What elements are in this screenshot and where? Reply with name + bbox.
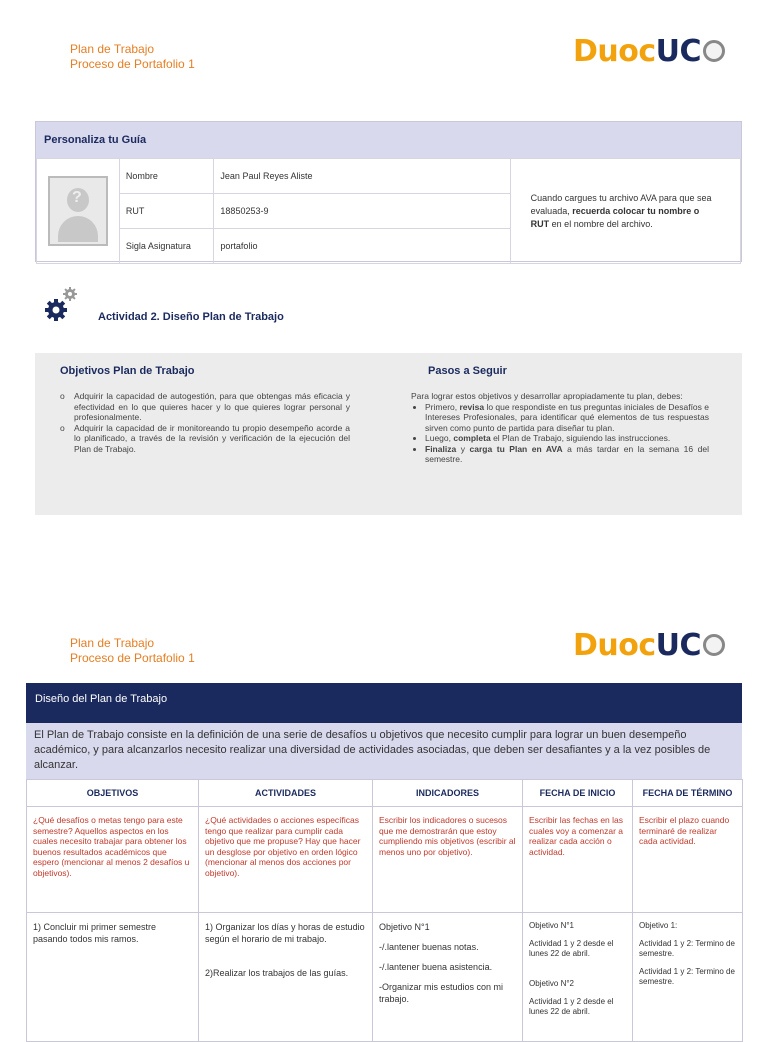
indicator-title: Objetivo N°1: [379, 922, 430, 932]
label-sigla: Sigla Asignatura: [119, 229, 214, 264]
end-title: Objetivo 1:: [639, 921, 678, 930]
doc-title: Plan de Trabajo: [70, 636, 155, 650]
start-title: Objetivo N°1: [529, 921, 574, 930]
indicator-text: -/.lantener buena asistencia.: [379, 962, 493, 972]
step-item: • Luego, completa el Plan de Trabajo, siguiendo las instrucciones.: [425, 433, 709, 444]
doc-subtitle: Proceso de Portafolio 1: [70, 651, 195, 665]
plan-table: [26, 779, 743, 1042]
avatar-placeholder-icon: ?: [48, 176, 108, 246]
col-objetivos: OBJETIVOS: [27, 780, 199, 807]
label-rut: RUT: [119, 194, 214, 229]
col-fecha-inicio: FECHA DE INICIO: [523, 780, 633, 807]
objectives-title: Objetivos Plan de Trabajo: [60, 365, 195, 377]
upload-note: [510, 159, 740, 264]
indicator-cell[interactable]: [373, 913, 523, 1042]
activity-text: 2)Realizar los trabajos de las guías.: [205, 968, 349, 978]
activity-title: Actividad 2. Diseño Plan de Trabajo: [98, 311, 284, 323]
objectives-list: o Adquirir la capacidad de autogestión, para que obtengas más eficacia y efectividad en lo que quieres hacer y lo que quieres lograr personal y profesionalmente. o Adquirir la capacidad de ir monitoreando tu propio desempeño acorde a lo planificado, a través de la revisión y verificación de la ejecución del Plan de Trabajo.: [60, 391, 350, 454]
start-date-cell[interactable]: [523, 913, 633, 1042]
guidance-cell: Escribir los indicadores o sucesos que me demostrarán que estoy cumpliendo mis objetivos (escribir al menos uno por objetivo).: [373, 807, 523, 913]
logo-duoc: Duoc: [573, 628, 656, 663]
note-bold: recuerda colocar tu nombre o RUT: [530, 205, 700, 229]
indicator-text: -/.lantener buenas notas.: [379, 942, 479, 952]
indicator-text: -Organizar mis estudios con mi trabajo.: [379, 982, 504, 1004]
guidance-cell: ¿Qué actividades o acciones específicas tengo que realizar para cumplir cada objetivo que me propuse? Hay que hacer un desglose por objetivo en orden lógico (mencionar al menos dos acciones por objetivo).: [199, 807, 373, 913]
value-sigla: portafolio: [214, 229, 510, 264]
start-text: Actividad 1 y 2 desde el lunes 22 de abril.: [529, 997, 614, 1016]
page2-header: [70, 636, 195, 666]
value-nombre: Jean Paul Reyes Aliste: [214, 159, 510, 194]
card-heading: Personaliza tu Guía: [36, 122, 741, 158]
objective-cell[interactable]: [27, 913, 199, 1042]
objective-item: Adquirir la capacidad de autogestión, para que obtengas más eficacia y efectividad en lo que quieres hacer y lo que quieres lograr personal y profesionalmente.: [74, 391, 350, 422]
seal-icon: [703, 40, 725, 62]
objectives-steps-box: [35, 353, 742, 515]
end-date-cell[interactable]: [633, 913, 743, 1042]
label-nombre: Nombre: [119, 159, 214, 194]
col-fecha-termino: FECHA DE TÉRMINO: [633, 780, 743, 807]
guidance-cell: Escribir las fechas en las cuales voy a comenzar a realizar cada acción o actividad.: [523, 807, 633, 913]
guide-table: [36, 158, 741, 264]
steps-list: [411, 391, 709, 465]
gears-icon: [42, 286, 80, 324]
step-item: • Finaliza y carga tu Plan en AVA a más tardar en la semana 16 del semestre.: [425, 444, 709, 465]
avatar-cell: [37, 159, 120, 264]
col-indicadores: INDICADORES: [373, 780, 523, 807]
guidance-cell: Escribir el plazo cuando terminaré de realizar cada actividad.: [633, 807, 743, 913]
doc-title: Plan de Trabajo: [70, 42, 155, 56]
section-intro: El Plan de Trabajo consiste en la definición de una serie de desafíos u objetivos que necesito cumplir para lograr un buen desempeño académico, y para alcanzarlos necesito realizar una diversidad de actividades asociadas, que deben ser desafiantes y a la vez posibles de alcanzar.: [26, 723, 742, 779]
note-text-end: en el nombre del archivo.: [549, 218, 653, 229]
guidance-cell: ¿Qué desafíos o metas tengo para este semestre? Aquellos aspectos en los cuales necesito trabajar para obtener los buenos resultados académicos que espero (mencionar al menos 2 desafíos u objetivos).: [27, 807, 199, 913]
duoc-uc-logo: [573, 628, 725, 663]
seal-icon: [703, 634, 725, 656]
logo-duoc: Duoc: [573, 34, 656, 69]
section-title-bar: Diseño del Plan de Trabajo: [26, 683, 742, 723]
logo-uc: UC: [655, 34, 702, 69]
steps-title: Pasos a Seguir: [428, 365, 507, 377]
col-actividades: ACTIVIDADES: [199, 780, 373, 807]
personalize-guide-card: [35, 121, 742, 262]
note-text: Cuando cargues tu archivo AVA para que sea evaluada,: [530, 192, 712, 216]
steps-intro: Para lograr estos objetivos y desarrollar apropiadamente tu plan, debes:: [411, 391, 683, 401]
doc-subtitle: Proceso de Portafolio 1: [70, 57, 195, 71]
duoc-uc-logo: [573, 34, 725, 69]
objective-text: 1) Concluir mi primer semestre pasando todos mis ramos.: [33, 922, 157, 944]
start-title: Objetivo N°2: [529, 979, 574, 988]
page1-header: [70, 42, 195, 72]
end-text: Actividad 1 y 2: Termino de semestre.: [639, 967, 735, 986]
logo-uc: UC: [655, 628, 702, 663]
activity-text: 1) Organizar los días y horas de estudio según el horario de mi trabajo.: [205, 922, 365, 944]
step-item: • Primero, revisa lo que respondiste en tus preguntas iniciales de Desafíos e Intereses Profesionales, para identificar qué elementos de tus respuestas sirven como punto de partida para diseñar tu plan.: [425, 402, 709, 434]
activity-cell[interactable]: [199, 913, 373, 1042]
objective-item: Adquirir la capacidad de ir monitoreando tu propio desempeño acorde a lo planificado, a través de la revisión y verificación de la ejecución del Plan de Trabajo.: [74, 422, 350, 454]
value-rut: 18850253-9: [214, 194, 510, 229]
end-text: Actividad 1 y 2: Termino de semestre.: [639, 939, 735, 958]
start-text: Actividad 1 y 2 desde el lunes 22 de abril.: [529, 939, 614, 958]
